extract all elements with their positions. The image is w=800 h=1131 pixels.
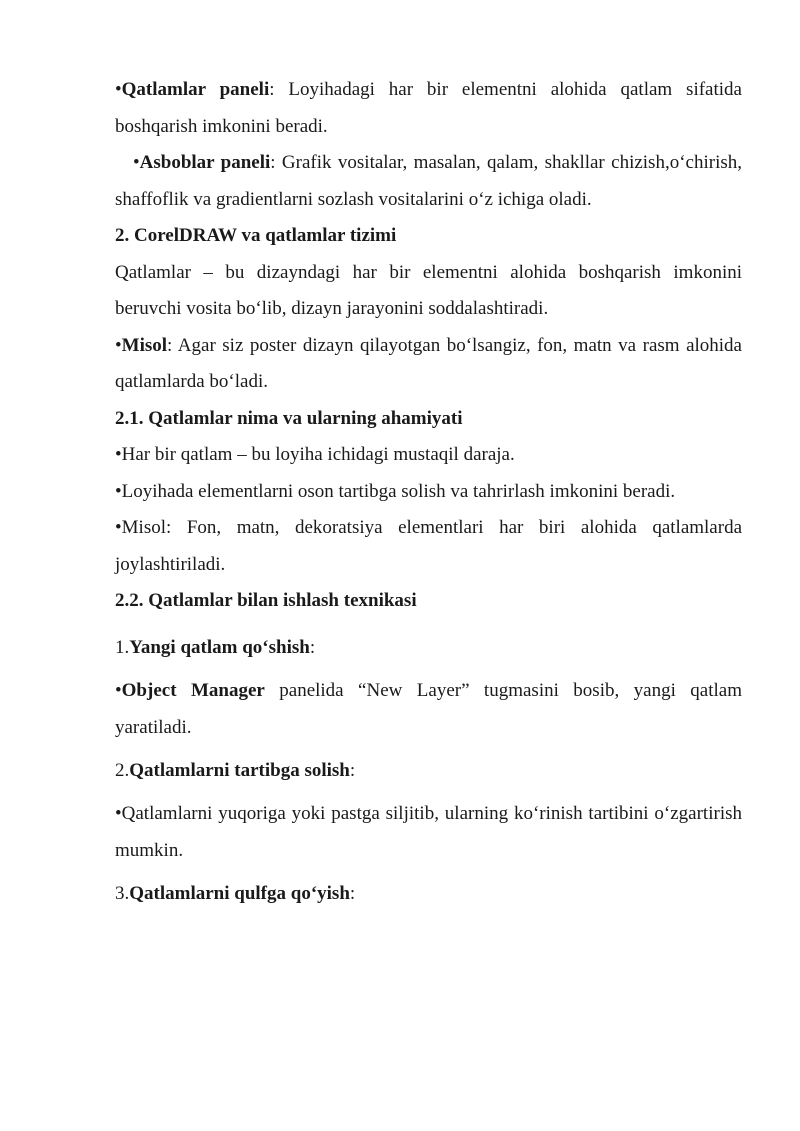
step-number: 3. <box>115 883 130 904</box>
paragraph-move-layers: •Qatlamlarni yuqoriga yoki pastga siljitib, ularning ko‘rinish tartibini o‘zgartirish mumkin. <box>115 803 742 861</box>
term-layers-panel: Qatlamlar paneli <box>121 79 270 100</box>
step-add-layer <box>115 630 742 667</box>
bullet: • <box>115 680 122 701</box>
step-arrange-layers <box>115 752 742 789</box>
paragraph-each-layer: •Har bir qatlam – bu loyiha ichidagi mustaqil daraja. <box>115 444 515 465</box>
step-title: Qatlamlarni qulfga qo‘yish <box>129 883 350 904</box>
step-lock-layers <box>115 875 742 912</box>
paragraph-object-manager <box>115 672 742 746</box>
step-colon: : <box>309 636 316 658</box>
step-colon: : <box>349 883 356 904</box>
bullet: • <box>115 79 122 100</box>
step-colon: : <box>349 760 356 781</box>
bullet: • <box>115 334 122 356</box>
step-title: Qatlamlarni tartibga solish <box>129 760 350 781</box>
paragraph-text: panelida “New Layer” tugmasini bosib, yangi qatlam yaratiladi. <box>115 680 742 738</box>
step-number: 1. <box>115 636 130 658</box>
paragraph-text: : Grafik vositalar, masalan, qalam, shakllar chizish,o‘chirish, shaffoflik va gradientlarni sozlash vositalarini o‘z ichiga oladi. <box>115 152 742 210</box>
paragraph-example-elements: •Misol: Fon, matn, dekoratsiya elementlari har biri alohida qatlamlarda joylashtiriladi. <box>115 517 742 575</box>
paragraph-text: : Loyihadagi har bir elementni alohida qatlam sifatida boshqarish imkonini beradi. <box>115 79 742 137</box>
bullet: • <box>133 152 140 173</box>
paragraph-organize: •Loyihada elementlarni oson tartibga solish va tahrirlash imkonini beradi. <box>115 480 676 502</box>
document-page <box>115 72 742 912</box>
paragraph-layers-definition: Qatlamlar – bu dizayndagi har bir elementni alohida boshqarish imkonini beruvchi vosita bo‘lib, dizayn jarayonini soddalashtiradi. <box>115 261 742 319</box>
paragraph-layers-panel <box>115 72 742 145</box>
step-number: 2. <box>115 760 130 781</box>
heading-layer-techniques: 2.2. Qatlamlar bilan ishlash texnikasi <box>115 590 417 611</box>
term-object-manager: Object Manager <box>121 680 265 701</box>
paragraph-tools-panel <box>115 145 742 218</box>
heading-what-are-layers: 2.1. Qatlamlar nima va ularning ahamiyati <box>115 407 463 429</box>
term-example: Misol <box>121 334 168 356</box>
paragraph-example <box>115 328 742 401</box>
heading-coreldraw-layers: 2. CorelDRAW va qatlamlar tizimi <box>115 225 397 246</box>
paragraph-text: : Agar siz poster dizayn qilayotgan bo‘lsangiz, fon, matn va rasm alohida qatlamlarda bo‘ladi. <box>115 334 742 392</box>
term-tools-panel: Asboblar paneli <box>139 152 271 173</box>
step-title: Yangi qatlam qo‘shish <box>129 636 310 658</box>
